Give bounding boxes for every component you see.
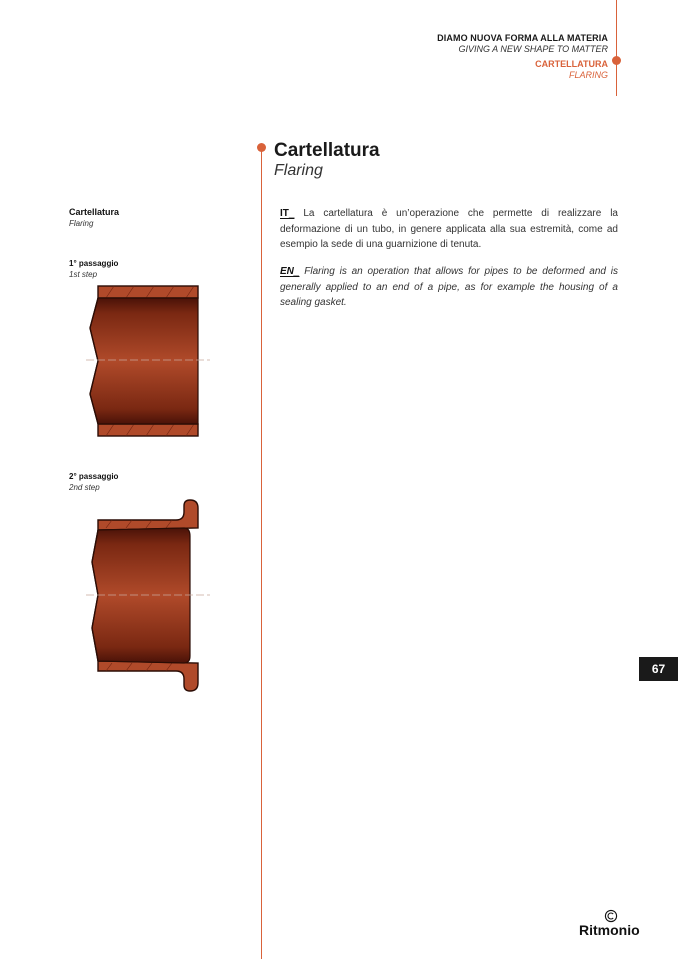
- it-text: La cartellatura è un’operazione che permette di realizzare la deformazione di un tubo, in genere applicata alla sua estremità, come ad esempio la sede di una guarnizione di tenuta.: [280, 208, 618, 250]
- page-subtitle: Flaring: [274, 162, 323, 179]
- title-dot: [257, 143, 266, 152]
- step2-sub: 2nd step: [69, 483, 100, 492]
- header-section-subtitle: FLARING: [568, 70, 608, 80]
- header-main-subtitle: GIVING A NEW SHAPE TO MATTER: [458, 44, 608, 54]
- main-vertical-line: [261, 150, 262, 959]
- step1-sub: 1st step: [69, 270, 98, 279]
- step2-wall-bottom: [98, 661, 198, 691]
- header-section-title: CARTELLATURA: [535, 59, 608, 69]
- header-dot: [612, 56, 621, 65]
- ritmonio-logo: Ritmonio: [579, 922, 640, 938]
- step1-label: 1° passaggio: [69, 259, 119, 268]
- sidebar-label-sub: Flaring: [69, 219, 94, 228]
- en-text: Flaring is an operation that allows for pipes to be deformed and is generally applied to an end of a pipe, as for example the housing of a sealing gasket.: [280, 266, 618, 308]
- ritmonio-logo-icon: [604, 909, 618, 923]
- step2-pipe-body: [92, 528, 190, 663]
- step1-pipe-body: [90, 298, 198, 424]
- page-number: 67: [639, 657, 678, 681]
- header-main-title: DIAMO NUOVA FORMA ALLA MATERIA: [437, 33, 608, 43]
- step2-pipe-illustration: [86, 498, 211, 693]
- sidebar-label: Cartellatura: [69, 207, 120, 217]
- sidebar-section: [69, 207, 119, 228]
- step1-pipe-illustration: [86, 284, 211, 439]
- step2-caption: [69, 472, 118, 492]
- step1-caption: [69, 259, 118, 279]
- english-paragraph: [280, 264, 618, 311]
- italian-paragraph: [280, 206, 618, 253]
- page-title: Cartellatura: [274, 140, 380, 161]
- it-prefix: IT_: [280, 208, 295, 219]
- header-vertical-line: [616, 0, 617, 96]
- step2-label: 2° passaggio: [69, 472, 119, 481]
- en-prefix: EN_: [280, 266, 300, 277]
